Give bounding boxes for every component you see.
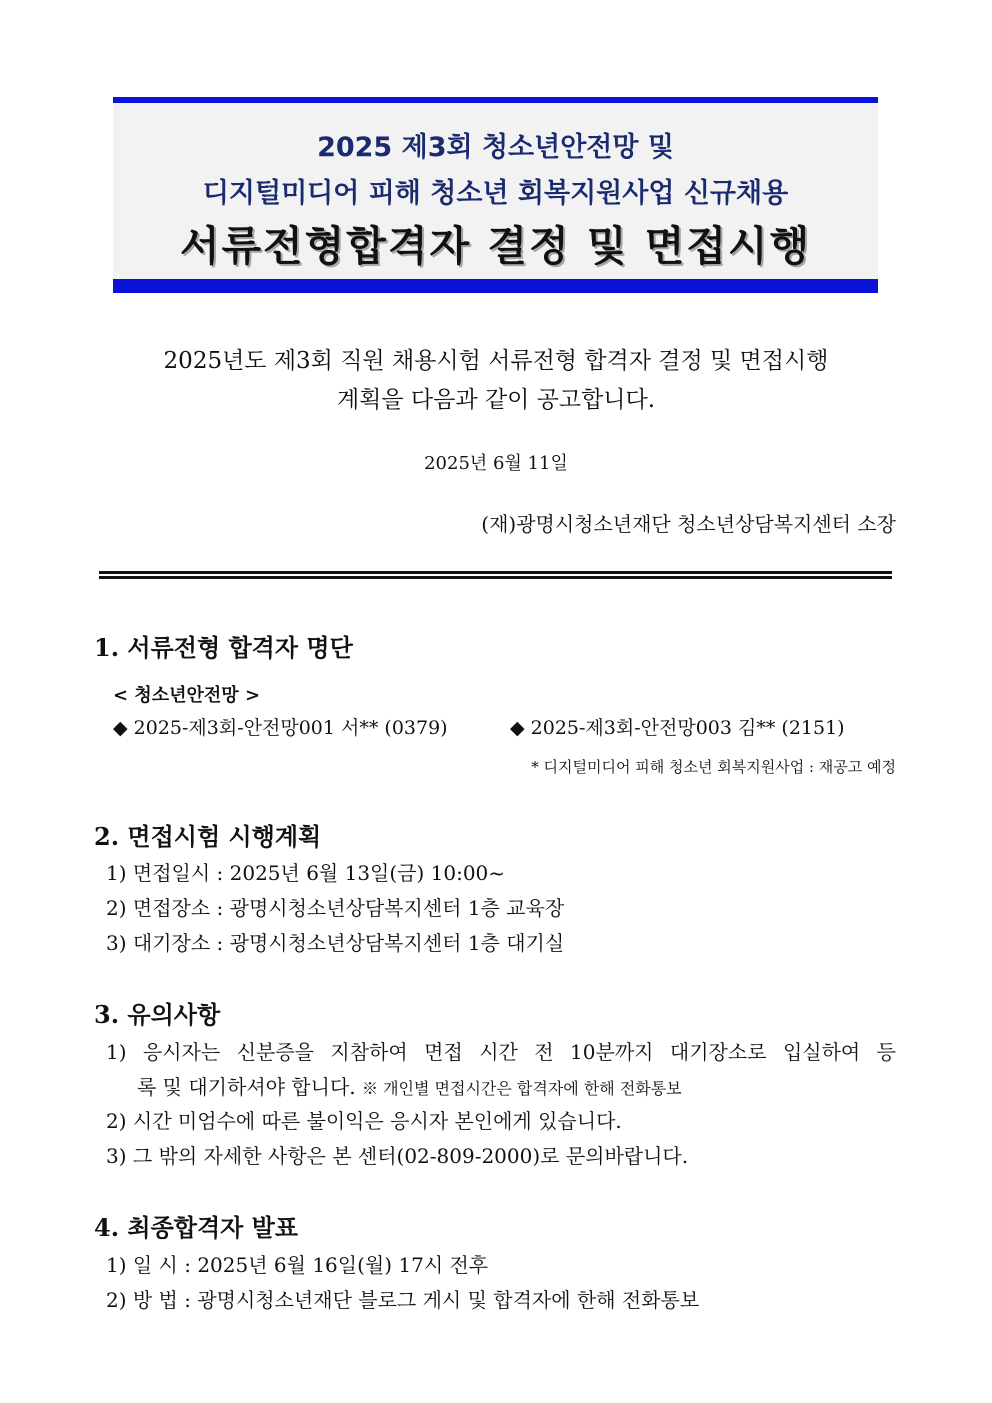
- title-banner: [113, 97, 878, 293]
- notice-item-2: 2) 시간 미엄수에 따른 불이익은 응시자 본인에게 있습니다.: [106, 1109, 622, 1133]
- title-line-2: 디지털미디어 피해 청소년 회복지원사업 신규채용: [202, 178, 789, 209]
- notice-item-1-text: 록 및 대기하셔야 합니다.: [137, 1075, 356, 1099]
- section1-note: * 디지털미디어 피해 청소년 회복지원사업 : 재공고 예정: [531, 758, 896, 776]
- section-divider: [99, 571, 892, 579]
- notice-item-1-line-1: 1) 응시자는 신분증을 지참하여 면접 시간 전 10분까지 대기장소로 입실하여 등: [106, 1040, 896, 1064]
- interview-datetime: 1) 면접일시 : 2025년 6월 13일(금) 10:00~: [106, 861, 506, 885]
- passer-2: ◆ 2025-제3회-안전망003 김** (2151): [510, 717, 845, 739]
- title-line-1: 2025 제3회 청소년안전망 및: [317, 132, 674, 163]
- announcement-method: 2) 방 법 : 광명시청소년재단 블로그 게시 및 합격자에 한해 전화통보: [106, 1288, 700, 1312]
- title-main: 서류전형합격자 결정 및 면접시행: [179, 222, 812, 270]
- intro-line-1: 2025년도 제3회 직원 채용시험 서류전형 합격자 결정 및 면접시행: [163, 348, 829, 374]
- announcement-time: 1) 일 시 : 2025년 6월 16일(월) 17시 전후: [106, 1253, 489, 1277]
- intro-line-2: 계획을 다음과 같이 공고합니다.: [336, 387, 656, 413]
- section1-title: 1. 서류전형 합격자 명단: [94, 633, 353, 662]
- section2-title: 2. 면접시험 시행계획: [94, 822, 322, 851]
- notice-item-1-note: ※ 개인별 면접시간은 합격자에 한해 전화통보: [362, 1079, 682, 1098]
- passer-1: ◆ 2025-제3회-안전망001 서** (0379): [113, 717, 448, 739]
- notice-item-3: 3) 그 밖의 자세한 사항은 본 센터(02-809-2000)로 문의바랍니다.: [106, 1144, 689, 1168]
- section4-title: 4. 최종합격자 발표: [94, 1213, 299, 1242]
- notice-item-1-line-2: [137, 1071, 682, 1100]
- notice-date: 2025년 6월 11일: [424, 453, 568, 474]
- interview-location: 2) 면접장소 : 광명시청소년상담복지센터 1층 교육장: [106, 896, 565, 920]
- section1-subheading: < 청소년안전망 >: [113, 685, 261, 706]
- waiting-location: 3) 대기장소 : 광명시청소년상담복지센터 1층 대기실: [106, 931, 565, 955]
- section3-title: 3. 유의사항: [94, 1000, 221, 1029]
- issuer: (재)광명시청소년재단 청소년상담복지센터 소장: [481, 512, 896, 536]
